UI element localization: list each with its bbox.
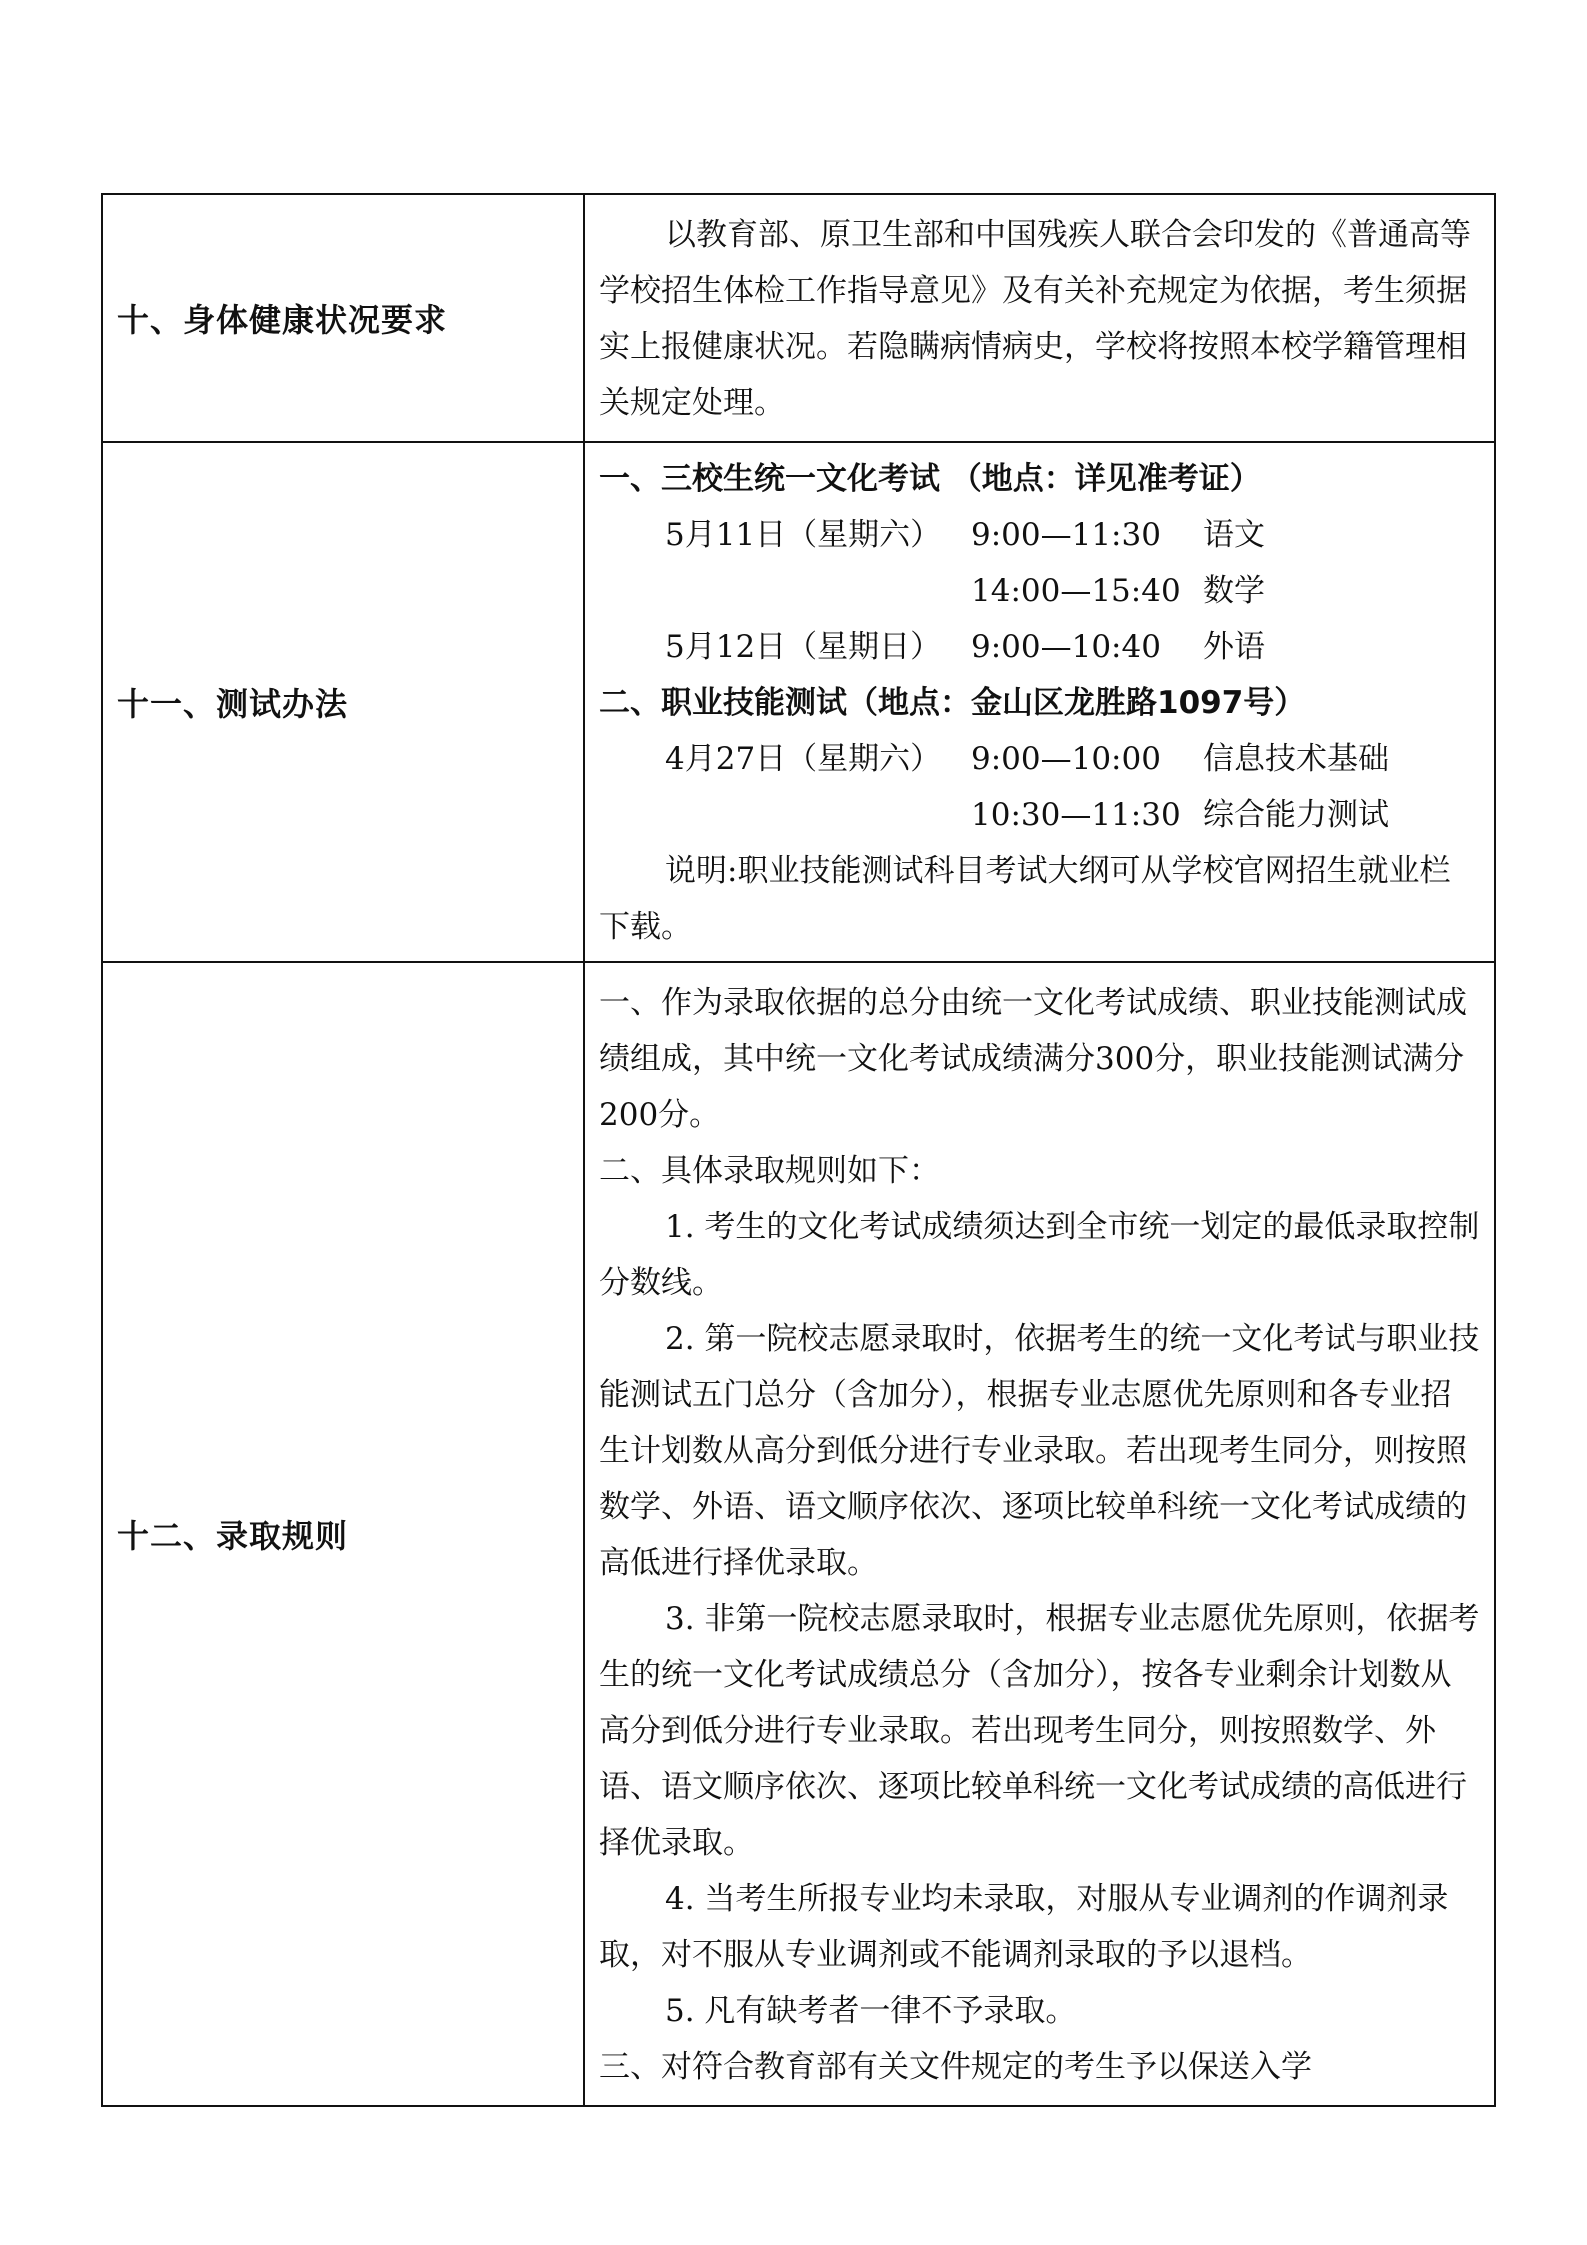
admission-table <box>101 193 1496 2107</box>
schedule-line <box>599 619 1480 675</box>
culture-exam-heading: 一、三校生统一文化考试 （地点：详见准考证） <box>599 461 1261 497</box>
schedule-subject: 数学 <box>1203 573 1265 609</box>
table-row-test-method <box>102 442 1495 962</box>
schedule-date: 5月12日（星期日） <box>665 629 942 665</box>
rule-item-3: 3. 非第一院校志愿录取时，根据专业志愿优先原则，依据考生的统一文化考试成绩总分（含加分），按各专业剩余计划数从高分到低分进行专业录取。若出现考生同分，则按照数学、外语、语文顺序依次、逐项比较单科统一文化考试成绩的高低进行择优录取。 <box>599 1601 1480 1861</box>
culture-exam-schedule <box>599 507 1480 675</box>
schedule-subject: 外语 <box>1203 629 1265 665</box>
row-content-test-method <box>584 442 1495 962</box>
skill-test-heading: 二、职业技能测试（地点：金山区龙胜路1097号） <box>599 685 1306 721</box>
health-paragraph: 以教育部、原卫生部和中国残疾人联合会印发的《普通高等学校招生体检工作指导意见》及有关补充规定为依据，考生须据实上报健康状况。若隐瞒病情病史，学校将按照本校学籍管理相关规定处理。 <box>599 217 1471 421</box>
schedule-time: 9:00—10:00 <box>971 741 1161 777</box>
schedule-time: 14:00—15:40 <box>971 573 1181 609</box>
row-label-test-method: 十一、测试办法 <box>102 442 584 962</box>
rule-item-1: 1. 考生的文化考试成绩须达到全市统一划定的最低录取控制分数线。 <box>599 1209 1480 1301</box>
rule-paragraph-1: 一、作为录取依据的总分由统一文化考试成绩、职业技能测试成绩组成，其中统一文化考试成绩满分300分，职业技能测试满分200分。 <box>599 985 1467 1133</box>
schedule-line <box>599 731 1480 787</box>
schedule-line <box>599 507 1480 563</box>
schedule-line <box>599 563 1480 619</box>
row-label-health: 十、身体健康状况要求 <box>102 194 584 442</box>
rule-paragraph-2: 二、具体录取规则如下： <box>599 1153 940 1189</box>
schedule-time: 9:00—10:40 <box>971 629 1161 665</box>
table-row-admission-rules <box>102 962 1495 2106</box>
schedule-date: 4月27日（星期六） <box>665 741 942 777</box>
row-content-health <box>584 194 1495 442</box>
schedule-time: 10:30—11:30 <box>971 797 1181 833</box>
rule-item-2: 2. 第一院校志愿录取时，依据考生的统一文化考试与职业技能测试五门总分（含加分），根据专业志愿优先原则和各专业招生计划数从高分到低分进行专业录取。若出现考生同分，则按照数学、外语、语文顺序依次、逐项比较单科统一文化考试成绩的高低进行择优录取。 <box>599 1321 1480 1581</box>
schedule-subject: 信息技术基础 <box>1203 741 1389 777</box>
table-row-health <box>102 194 1495 442</box>
schedule-date: 5月11日（星期六） <box>665 517 942 553</box>
test-note: 说明:职业技能测试科目考试大纲可从学校官网招生就业栏下载。 <box>599 853 1451 945</box>
schedule-subject: 综合能力测试 <box>1203 797 1389 833</box>
skill-test-schedule <box>599 731 1480 843</box>
schedule-subject: 语文 <box>1203 517 1265 553</box>
rule-item-5: 5. 凡有缺考者一律不予录取。 <box>665 1993 1077 2029</box>
row-label-admission-rules: 十二、录取规则 <box>102 962 584 2106</box>
schedule-line <box>599 787 1480 843</box>
rule-item-4: 4. 当考生所报专业均未录取，对服从专业调剂的作调剂录取，对不服从专业调剂或不能调剂录取的予以退档。 <box>599 1881 1449 1973</box>
rule-paragraph-3: 三、对符合教育部有关文件规定的考生予以保送入学 <box>599 2049 1312 2085</box>
schedule-time: 9:00—11:30 <box>971 517 1161 553</box>
row-content-admission-rules <box>584 962 1495 2106</box>
